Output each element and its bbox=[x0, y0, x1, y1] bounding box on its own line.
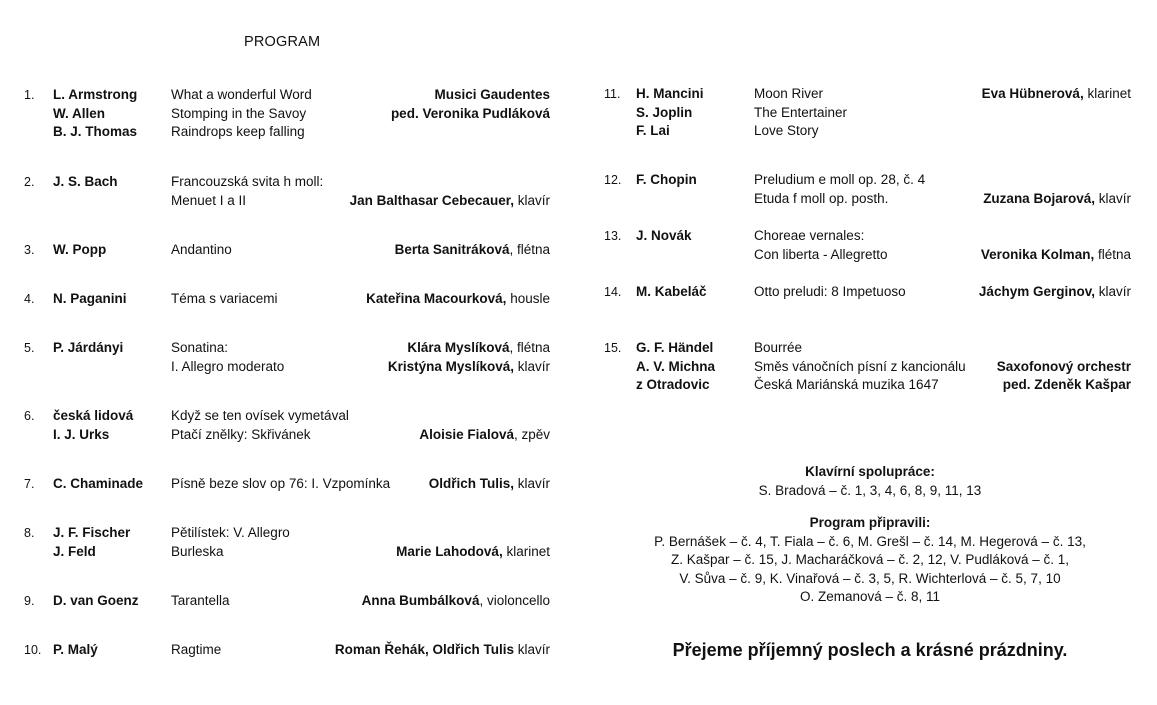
composer: J. F. Fischer bbox=[53, 525, 131, 540]
composers bbox=[53, 475, 143, 494]
composers bbox=[53, 241, 106, 260]
performers bbox=[771, 85, 1131, 104]
performer-line bbox=[771, 190, 1131, 209]
composers bbox=[636, 227, 692, 246]
item-number: 10. bbox=[24, 643, 42, 657]
composer: B. J. Thomas bbox=[53, 124, 138, 139]
item-number: 2. bbox=[24, 175, 35, 189]
performer-name: Kateřina Macourková, bbox=[366, 291, 507, 306]
performer-instrument: , flétna bbox=[509, 340, 550, 355]
piece-title: Ptačí znělky: Skřivánek bbox=[171, 426, 311, 442]
piece-title: I. Allegro moderato bbox=[171, 358, 285, 374]
performer-name: Jan Balthasar Cebecauer, bbox=[349, 192, 514, 208]
performer-name: Berta Sanitráková bbox=[394, 242, 510, 257]
piece-title: Ragtime bbox=[171, 642, 222, 657]
piece-title: Stomping in the Savoy bbox=[171, 105, 307, 121]
composer: L. Armstrong bbox=[53, 87, 138, 102]
composers bbox=[53, 524, 130, 561]
performers bbox=[150, 407, 550, 444]
piece-title: Tarantella bbox=[171, 593, 230, 608]
performer-name: Saxofonový orchestr bbox=[996, 358, 1131, 374]
composer: W. Popp bbox=[53, 242, 107, 257]
composer: česká lidová bbox=[53, 408, 134, 423]
performer-instrument: klavír bbox=[517, 476, 550, 491]
item-number: 9. bbox=[24, 594, 35, 608]
performer-instrument: klavír bbox=[1098, 190, 1131, 206]
performer-name: Anna Bumbálková bbox=[361, 593, 480, 608]
piece-title: The Entertainer bbox=[754, 104, 848, 120]
performer-line bbox=[150, 339, 550, 358]
piece-title: Preludium e moll op. 28, č. 4 bbox=[754, 172, 926, 187]
composer: I. J. Urks bbox=[53, 426, 110, 442]
composer: J. S. Bach bbox=[53, 174, 118, 189]
item-number: 15. bbox=[604, 341, 622, 355]
performer-instrument: , zpěv bbox=[513, 426, 550, 442]
prepared-by-line: V. Sůva – č. 9, K. Vinařová – č. 3, 5, R. Wichterlová – č. 5, 7, 10 bbox=[679, 570, 1061, 586]
performer-instrument: , violoncello bbox=[479, 593, 550, 608]
piece-title: Směs vánočních písní z kancionálu bbox=[754, 358, 966, 374]
composer: A. V. Michna bbox=[636, 358, 716, 374]
composer: P. Malý bbox=[53, 642, 98, 657]
piece-title: Etuda f moll op. posth. bbox=[754, 190, 889, 206]
performers bbox=[150, 641, 550, 660]
composers bbox=[636, 283, 707, 302]
performer-line bbox=[771, 358, 1131, 377]
prepared-by bbox=[620, 514, 1120, 607]
performer-name: Marie Lahodová, bbox=[396, 543, 503, 559]
performers bbox=[150, 86, 550, 123]
piece-title: Raindrops keep falling bbox=[171, 124, 305, 139]
item-number: 8. bbox=[24, 526, 35, 540]
piano-collaboration-text: S. Bradová – č. 1, 3, 4, 6, 8, 9, 11, 13 bbox=[758, 482, 982, 498]
performers bbox=[150, 524, 550, 561]
composers bbox=[53, 641, 98, 660]
performer-name: Klára Myslíková bbox=[407, 340, 510, 355]
performers bbox=[771, 227, 1131, 264]
composer: F. Lai bbox=[636, 123, 670, 138]
performer-name: ped. Veronika Pudláková bbox=[390, 105, 550, 121]
performer-line bbox=[150, 543, 550, 562]
composers bbox=[53, 339, 123, 358]
performer-instrument: , flétna bbox=[509, 242, 550, 257]
item-number: 5. bbox=[24, 341, 35, 355]
piece-title: Menuet I a II bbox=[171, 192, 247, 208]
performer-name: Eva Hübnerová, bbox=[981, 86, 1084, 101]
performer-line bbox=[771, 171, 1131, 190]
composer: W. Allen bbox=[53, 105, 106, 121]
performer-line bbox=[771, 283, 1131, 302]
composers bbox=[636, 85, 704, 141]
piece-title: Con liberta - Allegretto bbox=[754, 246, 888, 262]
piece-title: Téma s variacemi bbox=[171, 291, 278, 306]
piano-collaboration bbox=[620, 463, 1120, 500]
composer: D. van Goenz bbox=[53, 593, 139, 608]
item-number: 6. bbox=[24, 409, 35, 423]
item-number: 11. bbox=[604, 87, 621, 101]
performer-instrument: klavír bbox=[1098, 284, 1131, 299]
piece-title: Bourrée bbox=[754, 340, 803, 355]
performer-line bbox=[771, 376, 1131, 395]
composer: C. Chaminade bbox=[53, 476, 144, 491]
performer-line bbox=[150, 86, 550, 105]
composer: F. Chopin bbox=[636, 172, 697, 187]
piece-title: Love Story bbox=[754, 123, 819, 138]
performer-name: ped. Zdeněk Kašpar bbox=[1002, 377, 1131, 392]
prepared-by-line: O. Zemanová – č. 8, 11 bbox=[799, 589, 941, 604]
performers bbox=[150, 173, 550, 210]
composers bbox=[636, 171, 697, 190]
performers bbox=[150, 339, 550, 376]
performer-line bbox=[150, 641, 550, 660]
composer: S. Joplin bbox=[636, 104, 693, 120]
item-number: 12. bbox=[604, 173, 622, 187]
performer-instrument: housle bbox=[510, 291, 550, 306]
performer-line bbox=[150, 475, 550, 494]
performer-name: Oldřich Tulis, bbox=[428, 476, 514, 491]
composers bbox=[636, 339, 715, 395]
piece-title: Andantino bbox=[171, 242, 232, 257]
piece-title: Česká Mariánská muzika 1647 bbox=[754, 377, 939, 392]
item-number: 1. bbox=[24, 88, 35, 102]
piece-title: Francouzská svita h moll: bbox=[171, 174, 324, 189]
composer: M. Kabeláč bbox=[636, 284, 707, 299]
performer-instrument: klavír bbox=[517, 642, 550, 657]
composers bbox=[53, 407, 133, 444]
performers bbox=[150, 290, 550, 309]
performers bbox=[771, 339, 1131, 395]
piece-title: Když se ten ovísek vymetával bbox=[171, 408, 349, 423]
piece-title: What a wonderful Word bbox=[171, 87, 312, 102]
performer-line bbox=[771, 246, 1131, 265]
item-number: 7. bbox=[24, 477, 35, 491]
performer-name: Kristýna Myslíková, bbox=[387, 358, 514, 374]
performer-line bbox=[771, 339, 1131, 358]
performer-line bbox=[150, 105, 550, 124]
performer-line bbox=[150, 290, 550, 309]
performer-instrument: flétna bbox=[1097, 246, 1131, 262]
performer-line bbox=[150, 407, 550, 426]
piece-title: Moon River bbox=[754, 86, 824, 101]
performer-instrument: klarinet bbox=[1087, 86, 1131, 101]
performer-line bbox=[150, 358, 550, 377]
performer-instrument: klavír bbox=[517, 192, 550, 208]
performer-name: Veronika Kolman, bbox=[980, 246, 1095, 262]
item-number: 14. bbox=[604, 285, 622, 299]
piece-title: Otto preludi: 8 Impetuoso bbox=[754, 284, 906, 299]
composer: z Otradovic bbox=[636, 377, 710, 392]
composer: J. Novák bbox=[636, 228, 692, 243]
performer-name: Jáchym Gerginov, bbox=[978, 284, 1095, 299]
composers bbox=[53, 592, 139, 611]
piece-title: Choreae vernales: bbox=[754, 228, 865, 243]
composer: J. Feld bbox=[53, 543, 96, 559]
performers bbox=[771, 283, 1131, 302]
composers bbox=[53, 290, 127, 309]
performer-instrument: klavír bbox=[517, 358, 550, 374]
composers bbox=[53, 173, 118, 192]
performer-name: Zuzana Bojarová, bbox=[983, 190, 1095, 206]
performers bbox=[771, 171, 1131, 208]
page-title: PROGRAM bbox=[244, 34, 321, 50]
composer: H. Mancini bbox=[636, 86, 704, 101]
composers bbox=[53, 86, 137, 142]
performer-line bbox=[150, 592, 550, 611]
prepared-by-line: Z. Kašpar – č. 15, J. Macharáčková – č. 2, 12, V. Pudláková – č. 1, bbox=[671, 552, 1069, 567]
piece-title: Sonatina: bbox=[171, 340, 229, 355]
item-number: 4. bbox=[24, 292, 35, 306]
performers bbox=[150, 475, 550, 494]
performer-line bbox=[150, 426, 550, 445]
composer: G. F. Händel bbox=[636, 340, 714, 355]
performer-line bbox=[150, 241, 550, 260]
performer-instrument: klarinet bbox=[506, 543, 550, 559]
piano-collaboration-heading: Klavírní spolupráce: bbox=[805, 464, 935, 479]
item-number: 3. bbox=[24, 243, 35, 257]
composer: P. Járdányi bbox=[53, 340, 124, 355]
performers bbox=[150, 241, 550, 260]
farewell-message: Přejeme příjemný poslech a krásné prázdniny. bbox=[672, 640, 1068, 660]
performer-line bbox=[771, 85, 1131, 104]
prepared-by-heading: Program připravili: bbox=[809, 515, 931, 530]
performer-name: Aloisie Fialová bbox=[419, 426, 514, 442]
performer-line bbox=[150, 524, 550, 543]
prepared-by-line: P. Bernášek – č. 4, T. Fiala – č. 6, M. Grešl – č. 14, M. Hegerová – č. 13, bbox=[654, 533, 1086, 549]
composer: N. Paganini bbox=[53, 291, 127, 306]
performer-name: Musici Gaudentes bbox=[434, 87, 550, 102]
piece-title: Burleska bbox=[171, 543, 224, 559]
performer-line bbox=[150, 192, 550, 211]
item-number: 13. bbox=[604, 229, 622, 243]
performers bbox=[150, 592, 550, 611]
performer-name: Roman Řehák, Oldřich Tulis bbox=[334, 642, 514, 657]
performer-line bbox=[771, 227, 1131, 246]
piece-title: Pětilístek: V. Allegro bbox=[171, 525, 290, 540]
piece-title: Písně beze slov op 76: I. Vzpomínka bbox=[171, 476, 391, 491]
performer-line bbox=[150, 173, 550, 192]
